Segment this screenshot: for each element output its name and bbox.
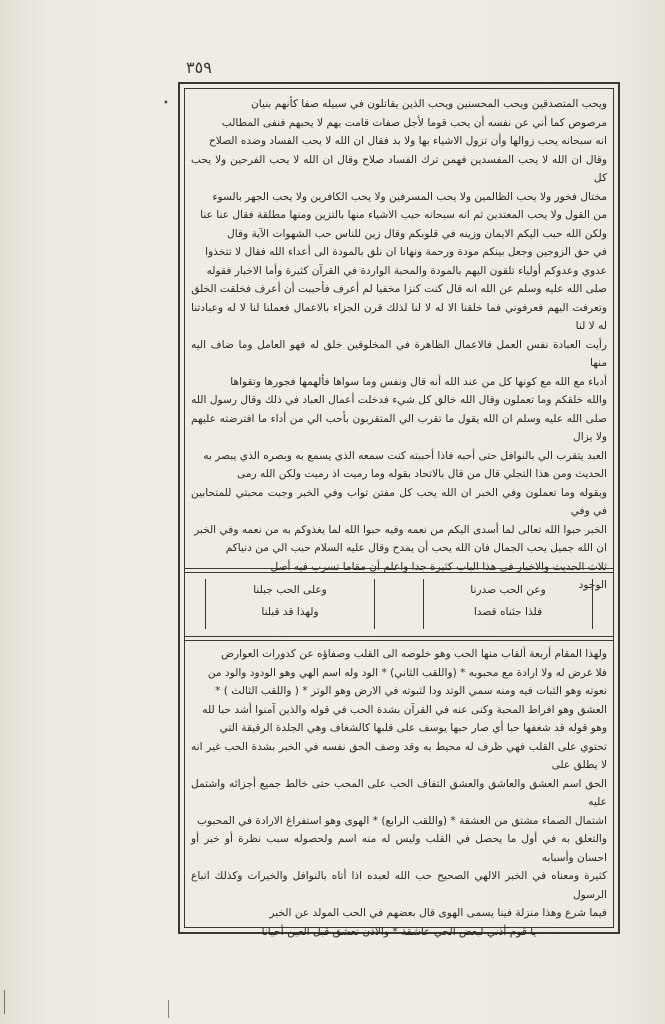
lower-text-block (191, 645, 607, 938)
text-line: الحديث ومن هذا التجلي قال من قال بالاتحاد بقوله وما رميت اذ رميت ولكن الله رمى (237, 468, 607, 480)
text-line: والتعلق به في أول ما يحصل في القلب وليس له منه اسم ولحصوله سبب نظرة أو خبر أو احسان وأسبابه (191, 833, 607, 864)
text-line: الخبر حبوا الله تعالى لما أسدى اليكم من نعمه وفيه حبوا الله لما يغذوكم به من نعمه وفي الخبر (194, 523, 607, 536)
section-divider (185, 572, 613, 573)
text-line: من القول ولا يحب المعتدين ثم انه سبحانه حبب الاشياء منها بالتزين ومنها مطلقة فقال عنا عنا (200, 209, 607, 221)
text-line: وقال ان الله لا يحب المفسدين فهمن ترك الفساد صلاح وقال ان الله لا يحب الفرحين ولا يحب كل (191, 153, 607, 184)
text-line: أدباء مع الله مع كونها كل من عند الله أنه قال ونفس وما سواها فألهمها فجورها وتقواها (230, 375, 607, 388)
text-line: رأيت العبادة نفس العمل فالاعمال الظاهرة في المخلوقين خلق له فهو العامل وما ضاف اليه منها (191, 338, 607, 369)
text-line: تحتوي على القلب فهي ظرف له محيط به وقد وصف الحق نفسه في الخبر بشدة الحب غير انه لا يطلق على (191, 740, 607, 771)
margin-stroke (4, 990, 7, 1014)
text-line: العشق وهو افراط المحبة وكنى عنه في القرآن بشدة الحب في قوله والذين آمنوا أشد حبا لله (202, 703, 607, 716)
page-number: ٣٥٩ (186, 58, 212, 77)
text-line: انه سبحانه يحب زوالها وأن تزول الاشياء بها ولا بد فقال ان الله لا يحب الفساد وضده الصلاح (208, 135, 607, 147)
text-line: الوجود (578, 579, 607, 591)
text-line: كثيرة ومعناه في الخبر الالهي الصحيح حب الله لعبده اذا أتاه بالنوافل والخيرات وكذلك اتباع الرسول (191, 870, 607, 901)
text-line: ان الله جميل يحب الجمال فان الله يحب أن يمدح وقال عليه السلام حبب الي من دنياكم (225, 542, 607, 554)
text-line: العبد يتقرب الي بالنوافل حتى أحبه فاذا أحببته كنت سمعه الذي يسمع به وبصره الذي يبصر به (203, 449, 607, 462)
poem-right-column (423, 579, 593, 629)
text-line: ثلاث الحديث والاخبار في هذا الباب كثيرة جدا واعلم أن مقاما تسرب فيه أصل (270, 560, 607, 573)
margin-dot: • (163, 98, 169, 109)
text-line: فلا غرض له ولا ارادة مع محبوبه * (واللقب الثاني) * الود وله اسم الهي وهو الودود والود من (207, 666, 607, 679)
text-line: نعوته وهو الثبات فيه ومنه سمي الوتد ودا لثبوته في الارض وهو الوتر * ( واللقب الثالث ) * (215, 685, 607, 697)
margin-stroke (168, 1000, 171, 1018)
text-frame (178, 82, 620, 938)
poem-section (185, 575, 613, 633)
text-line: في حق الزوجين وجعل بينكم مودة ورحمة ونهانا ان نلق بالمودة الى أعداء الله فقال لا تتخذوا (205, 246, 607, 258)
text-line: اشتمال الصماء مشتق من العشقة * (واللقب الرابع) * الهوى وهو استفراغ الارادة في المحبوب (197, 814, 607, 827)
text-line: وهو قوله قد شغفها حبا أي صار حبها يوسف على قلبها كالشغاف وهي الجلدة الرقيقة التي (219, 722, 607, 734)
poem-hemistich: وعلى الحب جبلنا (253, 584, 327, 596)
poem-hemistich: فلذا جئناه قصدا (473, 606, 543, 618)
section-divider (185, 636, 613, 637)
text-line: مختال فخور ولا يحب الظالمين ولا يحب المسرفين ولا يحب الكافرين ولا يحب الجهر بالسوء (212, 190, 607, 203)
text-line: ولهذا المقام أربعة ألقاب منها الحب وهو خلوصه الى القلب وصفاؤه عن كدورات العوارض (221, 648, 607, 660)
text-line: وبقوله وما تعملون وفي الخبر ان الله يحب كل مفتن تواب وفي الخبر وجبت محبتي للمتحابين في وفي (191, 486, 607, 517)
poem-left-column (205, 579, 375, 629)
text-frame-inner (184, 88, 614, 938)
text-line: والله خلقكم وما تعملون وقال الله خالق كل شيء فدخلت أعمال العباد في ذلك وقال رسول الله (191, 394, 607, 406)
text-line: صلى الله عليه وسلم ان الله يقول ما تقرب الي المتقربون بأحب الي من أداء ما افترضته عليهم ولا يزال (191, 412, 607, 443)
text-line: عدوي وعدوكم أولياء تلقون اليهم بالمودة والمحبة الواردة في القرآن كثيرة وأما الاخبار فقوله (206, 264, 607, 277)
text-line: ويحب المتصدقين ويحب المحسنين ويحب الذين يقاتلون في سبيله صفا كأنهم بنيان (251, 98, 607, 110)
text-line: الحق اسم العشق والعاشق والعشق التفاف الحب على المحب حتى خالط جميع أجزائه واشتمل عليه (191, 777, 607, 808)
poem-hemistich: وعن الحب صدرنا (470, 584, 546, 596)
text-line verse-line: يا قوم أذني لبعض الحي عاشقة * والاذن تعشق قبل العين أحيانا (261, 925, 537, 938)
text-line: فيما شرع وهذا منزلة فينا يسمى الهوى قال بعضهم في الحب المولد عن الخبر (269, 907, 607, 919)
section-divider (185, 640, 613, 641)
text-line: ولكن الله حبب اليكم الايمان وزينه في قلوبكم وقال زين للناس حب الشهوات الآية وقال (227, 227, 607, 240)
text-line: مرصوص كما أني عن نفسه أن يحب قوما لأجل صفات قامت بهم لا يحبهم فنفى المطالب (221, 116, 607, 129)
text-line: وتعرفت اليهم فعرفوني فما خلقنا الا له لا لنا لذلك قرن الجزاء بالاعمال فعملنا لنا لا له وعبادتنا له لا لنا (191, 301, 607, 332)
text-line: صلى الله عليه وسلم عن الله انه قال كنت كنزا مخفيا لم أعرف فأحببت أن أعرف فخلقت الخلق (191, 283, 607, 295)
section-divider (185, 568, 613, 569)
poem-hemistich: ولهذا قد قبلنا (261, 606, 319, 618)
